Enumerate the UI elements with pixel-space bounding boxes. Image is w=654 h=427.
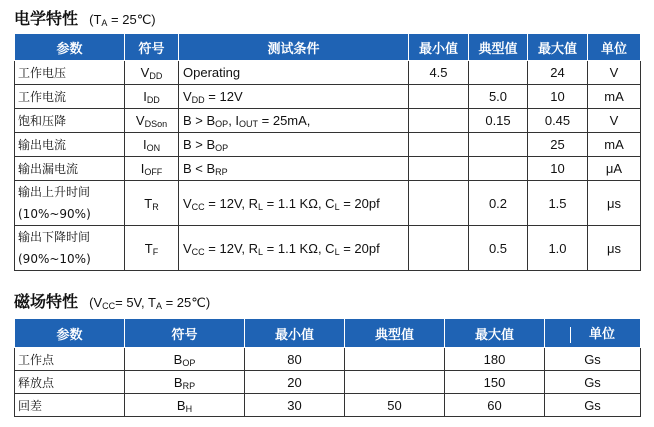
table-row [15, 85, 641, 109]
header-min: 最小值 [245, 319, 345, 348]
table-row [15, 371, 641, 394]
unit-cell: Gs [545, 348, 641, 371]
typ-cell [345, 348, 445, 371]
symbol-cell: $B_{OP}$ [125, 348, 245, 371]
unit-cell: Gs [545, 394, 641, 417]
magnetic-header-row [15, 319, 641, 348]
symbol-cell: $B_{RP}$ [125, 371, 245, 394]
unit-cell: μs [588, 226, 641, 271]
header-min: 最小值 [409, 34, 469, 61]
max-cell: 0.45 [528, 109, 588, 133]
max-cell: 1.5 [528, 181, 588, 226]
param-cell: 回差 [15, 394, 125, 417]
unit-cell: mA [588, 133, 641, 157]
max-cell: 24 [528, 61, 588, 85]
condition-cell: $B < B_{RP}$ [179, 157, 409, 181]
header-symbol: 符号 [125, 319, 245, 348]
header-unit: 单位 [545, 319, 641, 348]
header-condition: 测试条件 [179, 34, 409, 61]
typ-cell: 0.5 [469, 226, 528, 271]
table-row [15, 133, 641, 157]
table-row [15, 348, 641, 371]
unit-cell: μs [588, 181, 641, 226]
table-row [15, 226, 641, 271]
param-cell: 输出下降时间 (90%~10%) [15, 226, 125, 271]
header-unit: 单位 [588, 34, 641, 61]
symbol-cell: $I_{ON}$ [125, 133, 179, 157]
table-row [15, 61, 641, 85]
header-max: 最大值 [528, 34, 588, 61]
magnetic-title-text: 磁场特性 [14, 292, 79, 311]
unit-cell: V [588, 109, 641, 133]
table-row [15, 157, 641, 181]
symbol-cell: $T_F$ [125, 226, 179, 271]
typ-cell [469, 157, 528, 181]
symbol-cell: $I_{DD}$ [125, 85, 179, 109]
typ-cell: 50 [345, 394, 445, 417]
max-cell: 10 [528, 157, 588, 181]
electrical-condition: ($T_A$ = 25℃) [89, 12, 156, 28]
max-cell: 150 [445, 371, 545, 394]
param-cell: 输出上升时间 (10%~90%) [15, 181, 125, 226]
magnetic-table [14, 318, 641, 417]
header-param: 参数 [15, 319, 125, 348]
typ-cell: 0.15 [469, 109, 528, 133]
electrical-table [14, 33, 641, 271]
condition-cell: Operating [179, 61, 409, 85]
max-cell: 1.0 [528, 226, 588, 271]
condition-cell: $B > B_{OP}$ [179, 133, 409, 157]
symbol-cell: $V_{DD}$ [125, 61, 179, 85]
param-cell: 工作电流 [15, 85, 125, 109]
typ-cell [469, 133, 528, 157]
condition-cell: $V_{CC} = 12V$, $R_L = 1.1$ KΩ, $C_L = 20pf$ [179, 181, 409, 226]
electrical-title-text: 电学特性 [14, 9, 79, 28]
header-typ: 典型值 [469, 34, 528, 61]
min-cell [409, 226, 469, 271]
unit-cell: V [588, 61, 641, 85]
electrical-title [14, 6, 156, 29]
table-row [15, 181, 641, 226]
header-max: 最大值 [445, 319, 545, 348]
min-cell [409, 85, 469, 109]
magnetic-condition: ($V_{CC}= 5V$, $T_A$ = 25℃) [89, 295, 211, 311]
typ-cell [469, 61, 528, 85]
header-symbol: 符号 [125, 34, 179, 61]
param-cell: 饱和压降 [15, 109, 125, 133]
condition-cell: $V_{DD} = 12V$ [179, 85, 409, 109]
symbol-cell: $B_H$ [125, 394, 245, 417]
typ-cell: 5.0 [469, 85, 528, 109]
min-cell: 30 [245, 394, 345, 417]
min-cell: 20 [245, 371, 345, 394]
min-cell [409, 181, 469, 226]
param-cell: 输出漏电流 [15, 157, 125, 181]
typ-cell: 0.2 [469, 181, 528, 226]
param-cell: 输出电流 [15, 133, 125, 157]
max-cell: 60 [445, 394, 545, 417]
max-cell: 25 [528, 133, 588, 157]
electrical-header-row [15, 34, 641, 61]
min-cell [409, 109, 469, 133]
unit-cell: Gs [545, 371, 641, 394]
header-typ: 典型值 [345, 319, 445, 348]
condition-cell: $V_{CC} = 12V$, $R_L = 1.1$ KΩ, $C_L = 20pf$ [179, 226, 409, 271]
symbol-cell: $V_{DSon}$ [125, 109, 179, 133]
table-row [15, 109, 641, 133]
condition-cell: $B > B_{OP}$, $I_{OUT} = 25mA$, [179, 109, 409, 133]
max-cell: 10 [528, 85, 588, 109]
header-param: 参数 [15, 34, 125, 61]
symbol-cell: $I_{OFF}$ [125, 157, 179, 181]
param-cell: 释放点 [15, 371, 125, 394]
param-cell: 工作点 [15, 348, 125, 371]
param-cell: 工作电压 [15, 61, 125, 85]
symbol-cell: $T_R$ [125, 181, 179, 226]
min-cell [409, 157, 469, 181]
magnetic-title [14, 289, 210, 312]
unit-cell: mA [588, 85, 641, 109]
typ-cell [345, 371, 445, 394]
min-cell: 4.5 [409, 61, 469, 85]
min-cell: 80 [245, 348, 345, 371]
max-cell: 180 [445, 348, 545, 371]
table-row [15, 394, 641, 417]
min-cell [409, 133, 469, 157]
unit-cell: μA [588, 157, 641, 181]
